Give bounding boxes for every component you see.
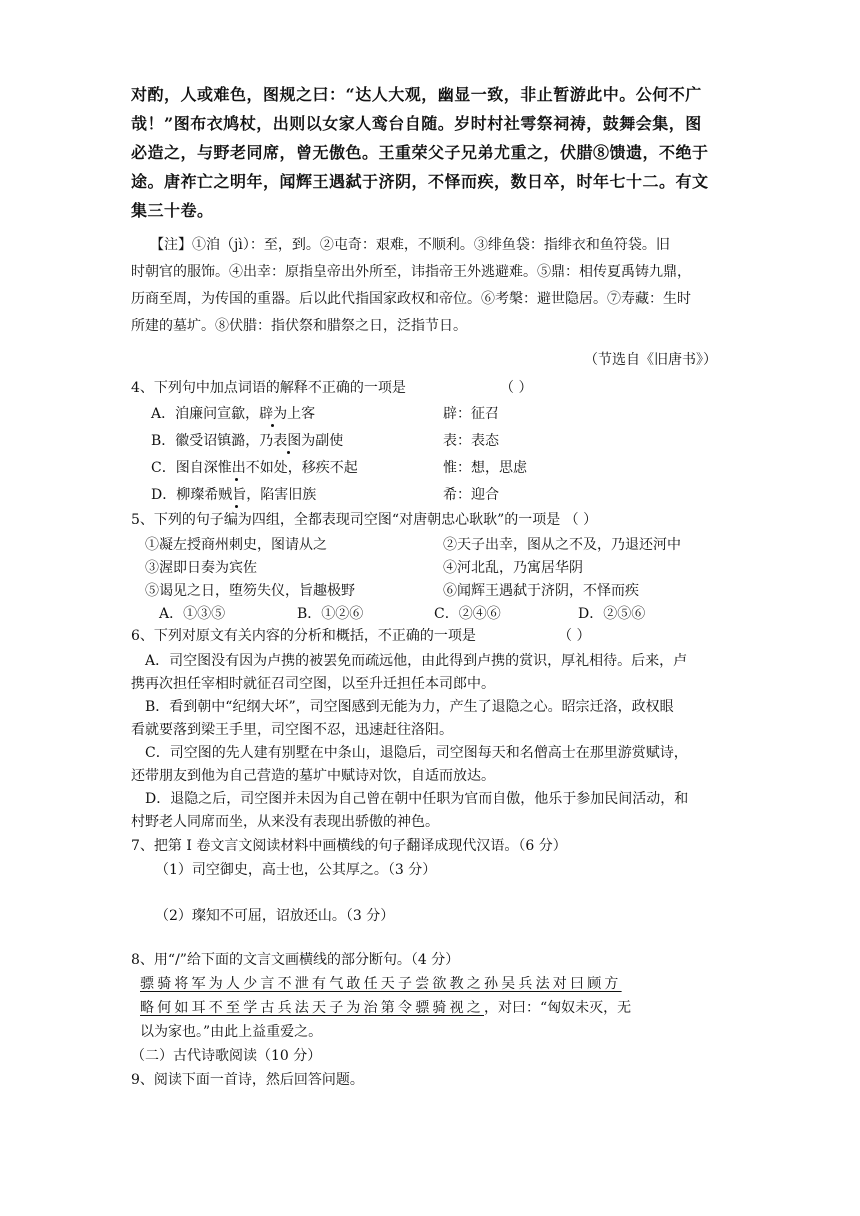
choice-d: D．②⑤⑥ <box>578 606 646 622</box>
answer-paren: （ ） <box>558 628 591 644</box>
emphasis-dot <box>287 451 290 454</box>
q6-line: D．退隐之后，司空图并未因为自己曾在朝中任职为官而自傲，他乐于参加民间活动，和 <box>145 791 689 807</box>
source-citation: （节选自《旧唐书》） <box>584 352 717 368</box>
option-a: A．洎廉问宣歙，辟为上客 <box>151 406 316 422</box>
q6-line: C．司空图的先人建有别墅在中条山，退隐后，司空图每天和名僧高士在那里游赏赋诗， <box>145 745 688 761</box>
note-line: 【注】①洎（jì）：至，到。②屯奇：艰难，不顺利。③绯鱼袋：指绯衣和鱼符袋。旧 <box>150 237 670 253</box>
option-b: B．徽受诏镇潞，乃表图为副使 <box>151 433 344 449</box>
q6-line: A．司空图没有因为卢携的被罢免而疏远他，由此得到卢携的赏识，厚礼相待。后来，卢 <box>145 653 688 669</box>
passage-line: 必造之，与野老同席，曾无傲色。王重荣父子兄弟尤重之，伏腊⑧馈遗，不绝于 <box>131 143 709 162</box>
emphasis-dot <box>271 424 274 427</box>
question-8-stem: 8、用“/”给下面的文言文画横线的部分断句。（4 分） <box>131 952 460 968</box>
q6-line: 还带朋友到他为自己营造的墓圹中赋诗对饮，自适而放达。 <box>131 768 495 784</box>
option-d-gloss: 希：迎合 <box>443 487 499 503</box>
q8-plain-segment: ，对曰：“匈奴未灭，无 <box>484 1000 632 1016</box>
item-2: ②天子出幸，图从之不及，乃退还河中 <box>443 537 681 553</box>
note-line: 所建的墓圹。⑧伏腊：指伏祭和腊祭之日，泛指节日。 <box>131 318 467 334</box>
passage-line: 集三十卷。 <box>131 201 214 220</box>
item-5: ⑤谒见之日，堕笏失仪，旨趣极野 <box>145 583 355 599</box>
note-line: 历商至周，为传国的重器。后以此代指国家政权和帝位。⑥考槃：避世隐居。⑦寿藏：生时 <box>131 291 691 307</box>
q8-line-2 <box>140 998 631 1018</box>
q6-line: 看就要落到梁王手里，司空图不忍，迅速赶往洛阳。 <box>131 722 453 738</box>
option-a-gloss: 辟：征召 <box>443 406 499 422</box>
option-b-gloss: 表：表态 <box>443 433 499 449</box>
question-5-stem: 5、下列的句子编为四组，全都表现司空图“对唐朝忠心耿耿”的一项是 （ ） <box>131 512 598 528</box>
q8-line-3: 以为家也。”由此上益重爱之。 <box>140 1024 323 1040</box>
q7-sub-1: （1）司空御史，高士也，公其厚之。（3 分） <box>155 862 437 878</box>
choice-b: B．①②⑥ <box>297 606 364 622</box>
emphasis-dot <box>235 505 238 508</box>
question-6-stem: 6、下列对原文有关内容的分析和概括，不正确的一项是 <box>131 628 476 644</box>
q6-line: 携再次担任宰相时就征召司空图，以至升迁担任本司郎中。 <box>131 676 495 692</box>
emphasis-dot <box>235 478 238 481</box>
passage-line: 途。唐祚亡之明年，闻辉王遇弑于济阴，不怿而疾，数日卒，时年七十二。有文 <box>131 172 709 191</box>
item-3: ③渥即日奏为宾佐 <box>145 560 257 576</box>
option-d: D．柳璨希贼旨，陷害旧族 <box>151 487 317 503</box>
option-c-gloss: 惟：想，思虑 <box>443 460 527 476</box>
passage-line: 哉！”图布衣鸠杖，出则以女家人鸾台自随。岁时村社雩祭祠祷，鼓舞会集，图 <box>131 114 702 133</box>
passage-line: 对酌，人或难色，图规之曰：“达人大观，幽显一致，非止暂游此中。公何不广 <box>131 85 702 104</box>
section-heading: （二）古代诗歌阅读（10 分） <box>131 1048 322 1064</box>
q8-underlined-line: 骠骑将军为人少言不泄有气敢任天子尝欲教之孙吴兵法对曰顾方 <box>140 976 622 992</box>
q8-underlined-segment: 略何如耳不至学古兵法天子为治第令骠骑视之 <box>140 1000 484 1016</box>
option-c: C．图自深惟出不如处，移疾不起 <box>151 460 358 476</box>
answer-paren: （ ） <box>500 380 533 396</box>
q6-line: 村野老人同席而坐，从来没有表现出骄傲的神色。 <box>131 814 439 830</box>
choice-a: A．①③⑤ <box>159 606 226 622</box>
question-7-stem: 7、把第 I 卷文言文阅读材料中画横线的句子翻译成现代汉语。（6 分） <box>131 838 567 854</box>
item-4: ④河北乱，乃寓居华阴 <box>443 560 583 576</box>
choice-c: C．②④⑥ <box>434 606 501 622</box>
item-6: ⑥闻辉王遇弑于济阴，不怿而疾 <box>443 583 639 599</box>
item-1: ①凝左授商州刺史，图请从之 <box>145 537 327 553</box>
q7-sub-2: （2）璨知不可屈，诏放还山。（3 分） <box>155 908 395 924</box>
note-line: 时朝官的服饰。④出幸：原指皇帝出外所至，讳指帝王外逃避难。⑤鼎：相传夏禹铸九鼎， <box>131 264 691 280</box>
question-9-stem: 9、阅读下面一首诗，然后回答问题。 <box>131 1072 364 1088</box>
q6-line: B．看到朝中“纪纲大坏”，司空图感到无能为力，产生了退隐之心。昭宗迁洛，政权眼 <box>145 699 674 715</box>
question-4-stem: 4、下列句中加点词语的解释不正确的一项是 <box>131 380 406 396</box>
